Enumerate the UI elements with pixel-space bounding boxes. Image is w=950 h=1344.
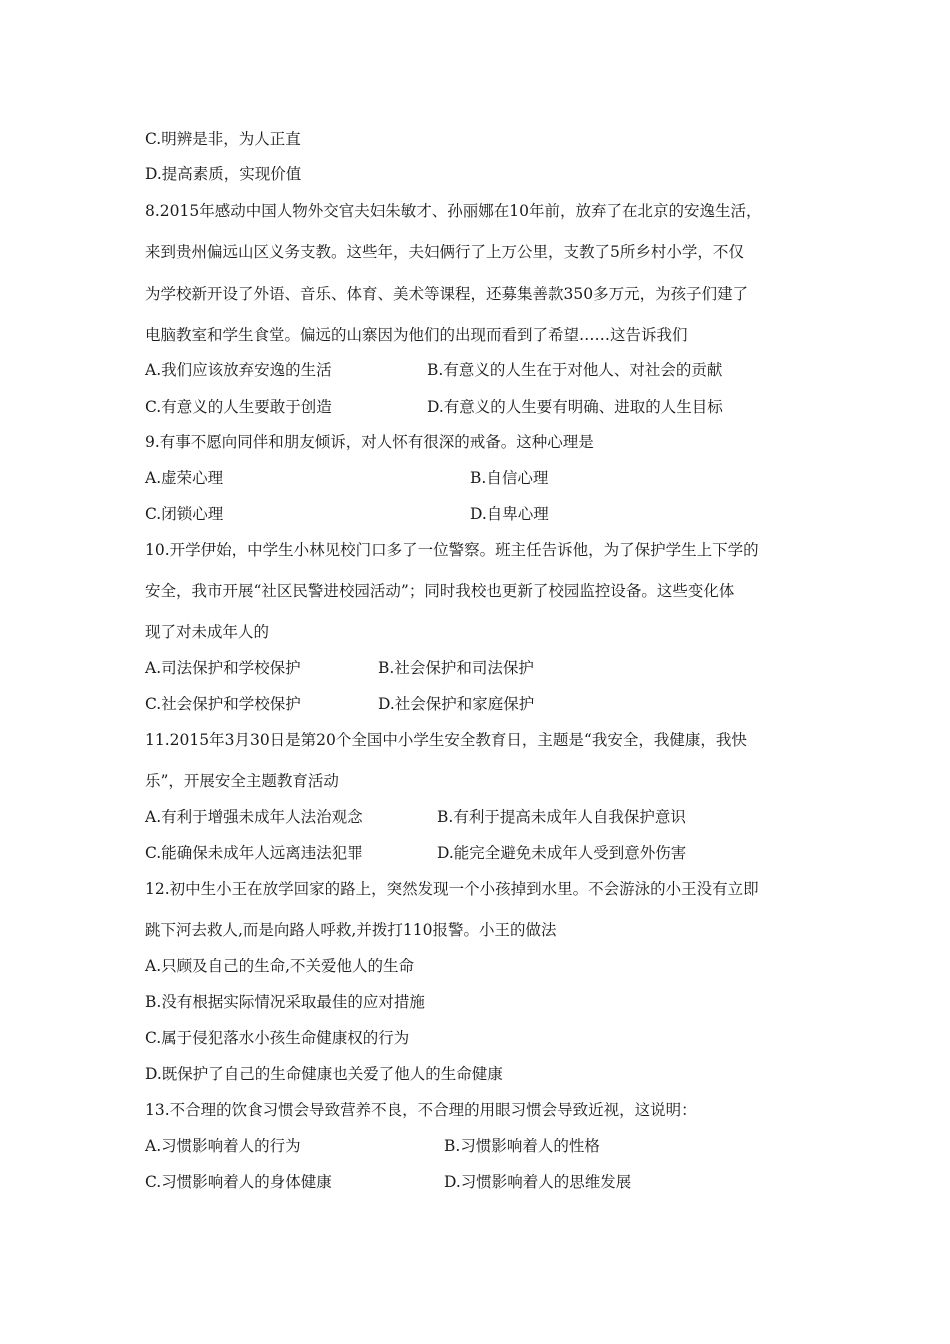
- q10-stem-line-2: 安全，我市开展“社区民警进校园活动”；同时我校也更新了校园监控设备。这些变化体: [145, 582, 735, 600]
- q13-stem: 13.不合理的饮食习惯会导致营养不良，不合理的用眼习惯会导致近视，这说明：: [145, 1101, 697, 1119]
- q10-option-d: D.社会保护和家庭保护: [378, 695, 535, 713]
- q10-stem-line-1: 10.开学伊始，中学生小林见校门口多了一位警察。班主任告诉他，为了保护学生上下学的: [145, 541, 759, 559]
- q9-option-c: C.闭锁心理: [145, 505, 224, 523]
- q13-option-b: B.习惯影响着人的性格: [444, 1137, 600, 1155]
- q12-option-b: B.没有根据实际情况采取最佳的应对措施: [145, 993, 425, 1011]
- q12-option-d: D.既保护了自己的生命健康也关爱了他人的生命健康: [145, 1065, 503, 1083]
- q11-option-c: C.能确保未成年人远离违法犯罪: [145, 844, 363, 862]
- q13-option-c: C.习惯影响着人的身体健康: [145, 1173, 332, 1191]
- q10-option-a: A.司法保护和学校保护: [145, 659, 301, 677]
- q11-option-d: D.能完全避免未成年人受到意外伤害: [437, 844, 687, 862]
- q12-stem-line-1: 12.初中生小王在放学回家的路上，突然发现一个小孩掉到水里。不会游泳的小王没有立即: [145, 880, 759, 898]
- q8-option-c: C.有意义的人生要敢于创造: [145, 398, 332, 416]
- q13-option-a: A.习惯影响着人的行为: [145, 1137, 301, 1155]
- q12-option-a: A.只顾及自己的生命,不关爱他人的生命: [145, 957, 415, 975]
- q10-option-c: C.社会保护和学校保护: [145, 695, 301, 713]
- q10-option-b: B.社会保护和司法保护: [378, 659, 534, 677]
- q8-stem-line-3: 为学校新开设了外语、音乐、体育、美术等课程，还募集善款350多万元，为孩子们建了: [145, 285, 749, 303]
- q12-option-c: C.属于侵犯落水小孩生命健康权的行为: [145, 1029, 410, 1047]
- q11-stem-line-1: 11.2015年3月30日是第20个全国中小学生安全教育日，主题是“我安全，我健康，我快: [145, 731, 747, 749]
- q7-option-d: D.提高素质，实现价值: [145, 165, 302, 183]
- q8-option-b: B.有意义的人生在于对他人、对社会的贡献: [427, 361, 723, 379]
- q9-option-d: D.自卑心理: [470, 505, 549, 523]
- q11-option-b: B.有利于提高未成年人自我保护意识: [437, 808, 686, 826]
- q8-option-a: A.我们应该放弃安逸的生活: [145, 361, 332, 379]
- q9-stem: 9.有事不愿向同伴和朋友倾诉，对人怀有很深的戒备。这种心理是: [145, 433, 594, 451]
- q13-option-d: D.习惯影响着人的思维发展: [444, 1173, 632, 1191]
- q11-option-a: A.有利于增强未成年人法治观念: [145, 808, 363, 826]
- q12-stem-line-2: 跳下河去救人,而是向路人呼救,并拨打110报警。小王的做法: [145, 921, 557, 939]
- q8-option-d: D.有意义的人生要有明确、进取的人生目标: [427, 398, 723, 416]
- q8-stem-line-4: 电脑教室和学生食堂。偏远的山寨因为他们的出现而看到了希望……这告诉我们: [145, 326, 688, 344]
- q9-option-b: B.自信心理: [470, 469, 549, 487]
- q9-option-a: A.虚荣心理: [145, 469, 224, 487]
- q8-stem-line-2: 来到贵州偏远山区义务支教。这些年，夫妇俩行了上万公里，支教了5所乡村小学，不仅: [145, 243, 744, 261]
- q7-option-c: C.明辨是非，为人正直: [145, 130, 301, 148]
- q11-stem-line-2: 乐”，开展安全主题教育活动: [145, 772, 339, 790]
- q10-stem-line-3: 现了对未成年人的: [145, 623, 270, 641]
- q8-stem-line-1: 8.2015年感动中国人物外交官夫妇朱敏才、孙丽娜在10年前，放弃了在北京的安逸生活，: [145, 202, 762, 220]
